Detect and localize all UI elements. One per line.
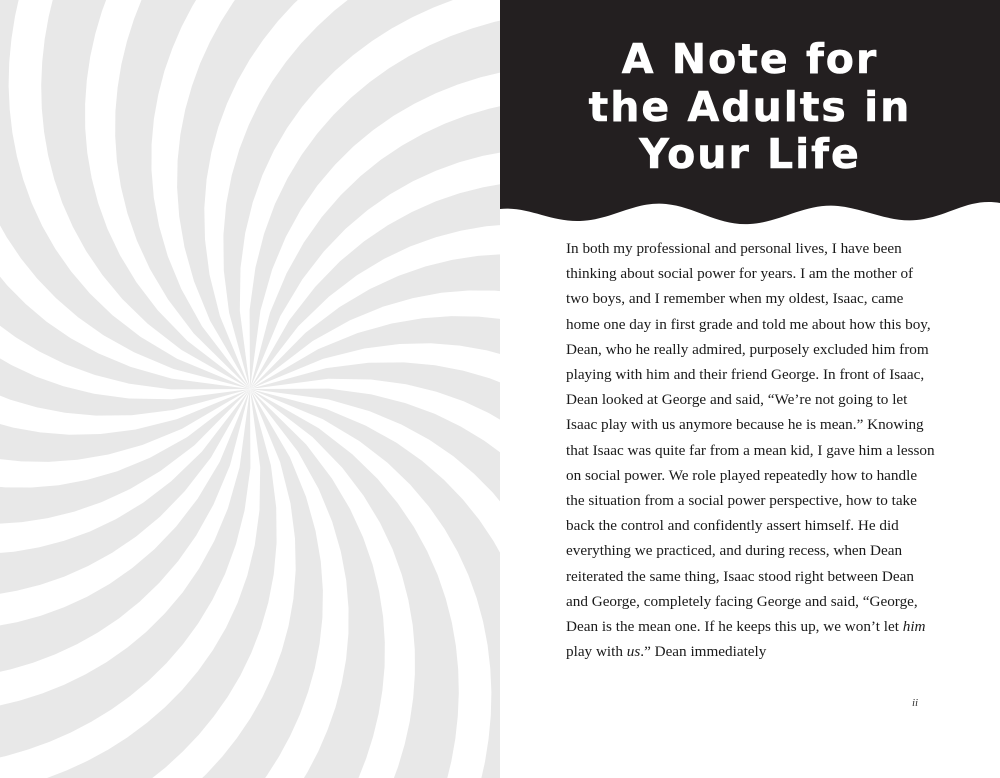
- title-line-1: A Note for: [621, 35, 879, 84]
- body-text: [566, 236, 936, 664]
- right-page: [500, 0, 1000, 778]
- page-number: ii: [912, 697, 919, 709]
- title-line-2: the Adults in: [588, 82, 912, 131]
- chapter-header-banner: [500, 0, 1000, 245]
- body-paragraph: In both my professional and personal lives, I have been thinking about social power for years. I am the mother of two boys, and I remember when my oldest, Isaac, came home one day in first grade and told me about how this boy, Dean, who he really admired, purposely excluded him from playing with him and their friend George. In front of Isaac, Dean looked at George and said, “We’re not going to let Isaac play with us anymore because he is mean.” Knowing that Isaac was quite far from a mean kid, I gave him a lesson on social power. We role played repeatedly how to handle the situation from a social power perspective, how to take back the control and confidently assert himself. He did everything we practiced, and during recess, when Dean reiterated the same thing, Isaac stood right between Dean and George, completely facing George and said, “George, Dean is the mean one. If he keeps this up, we won’t let him play with us.” Dean immediately: [566, 240, 935, 661]
- title-line-3: Your Life: [639, 130, 861, 179]
